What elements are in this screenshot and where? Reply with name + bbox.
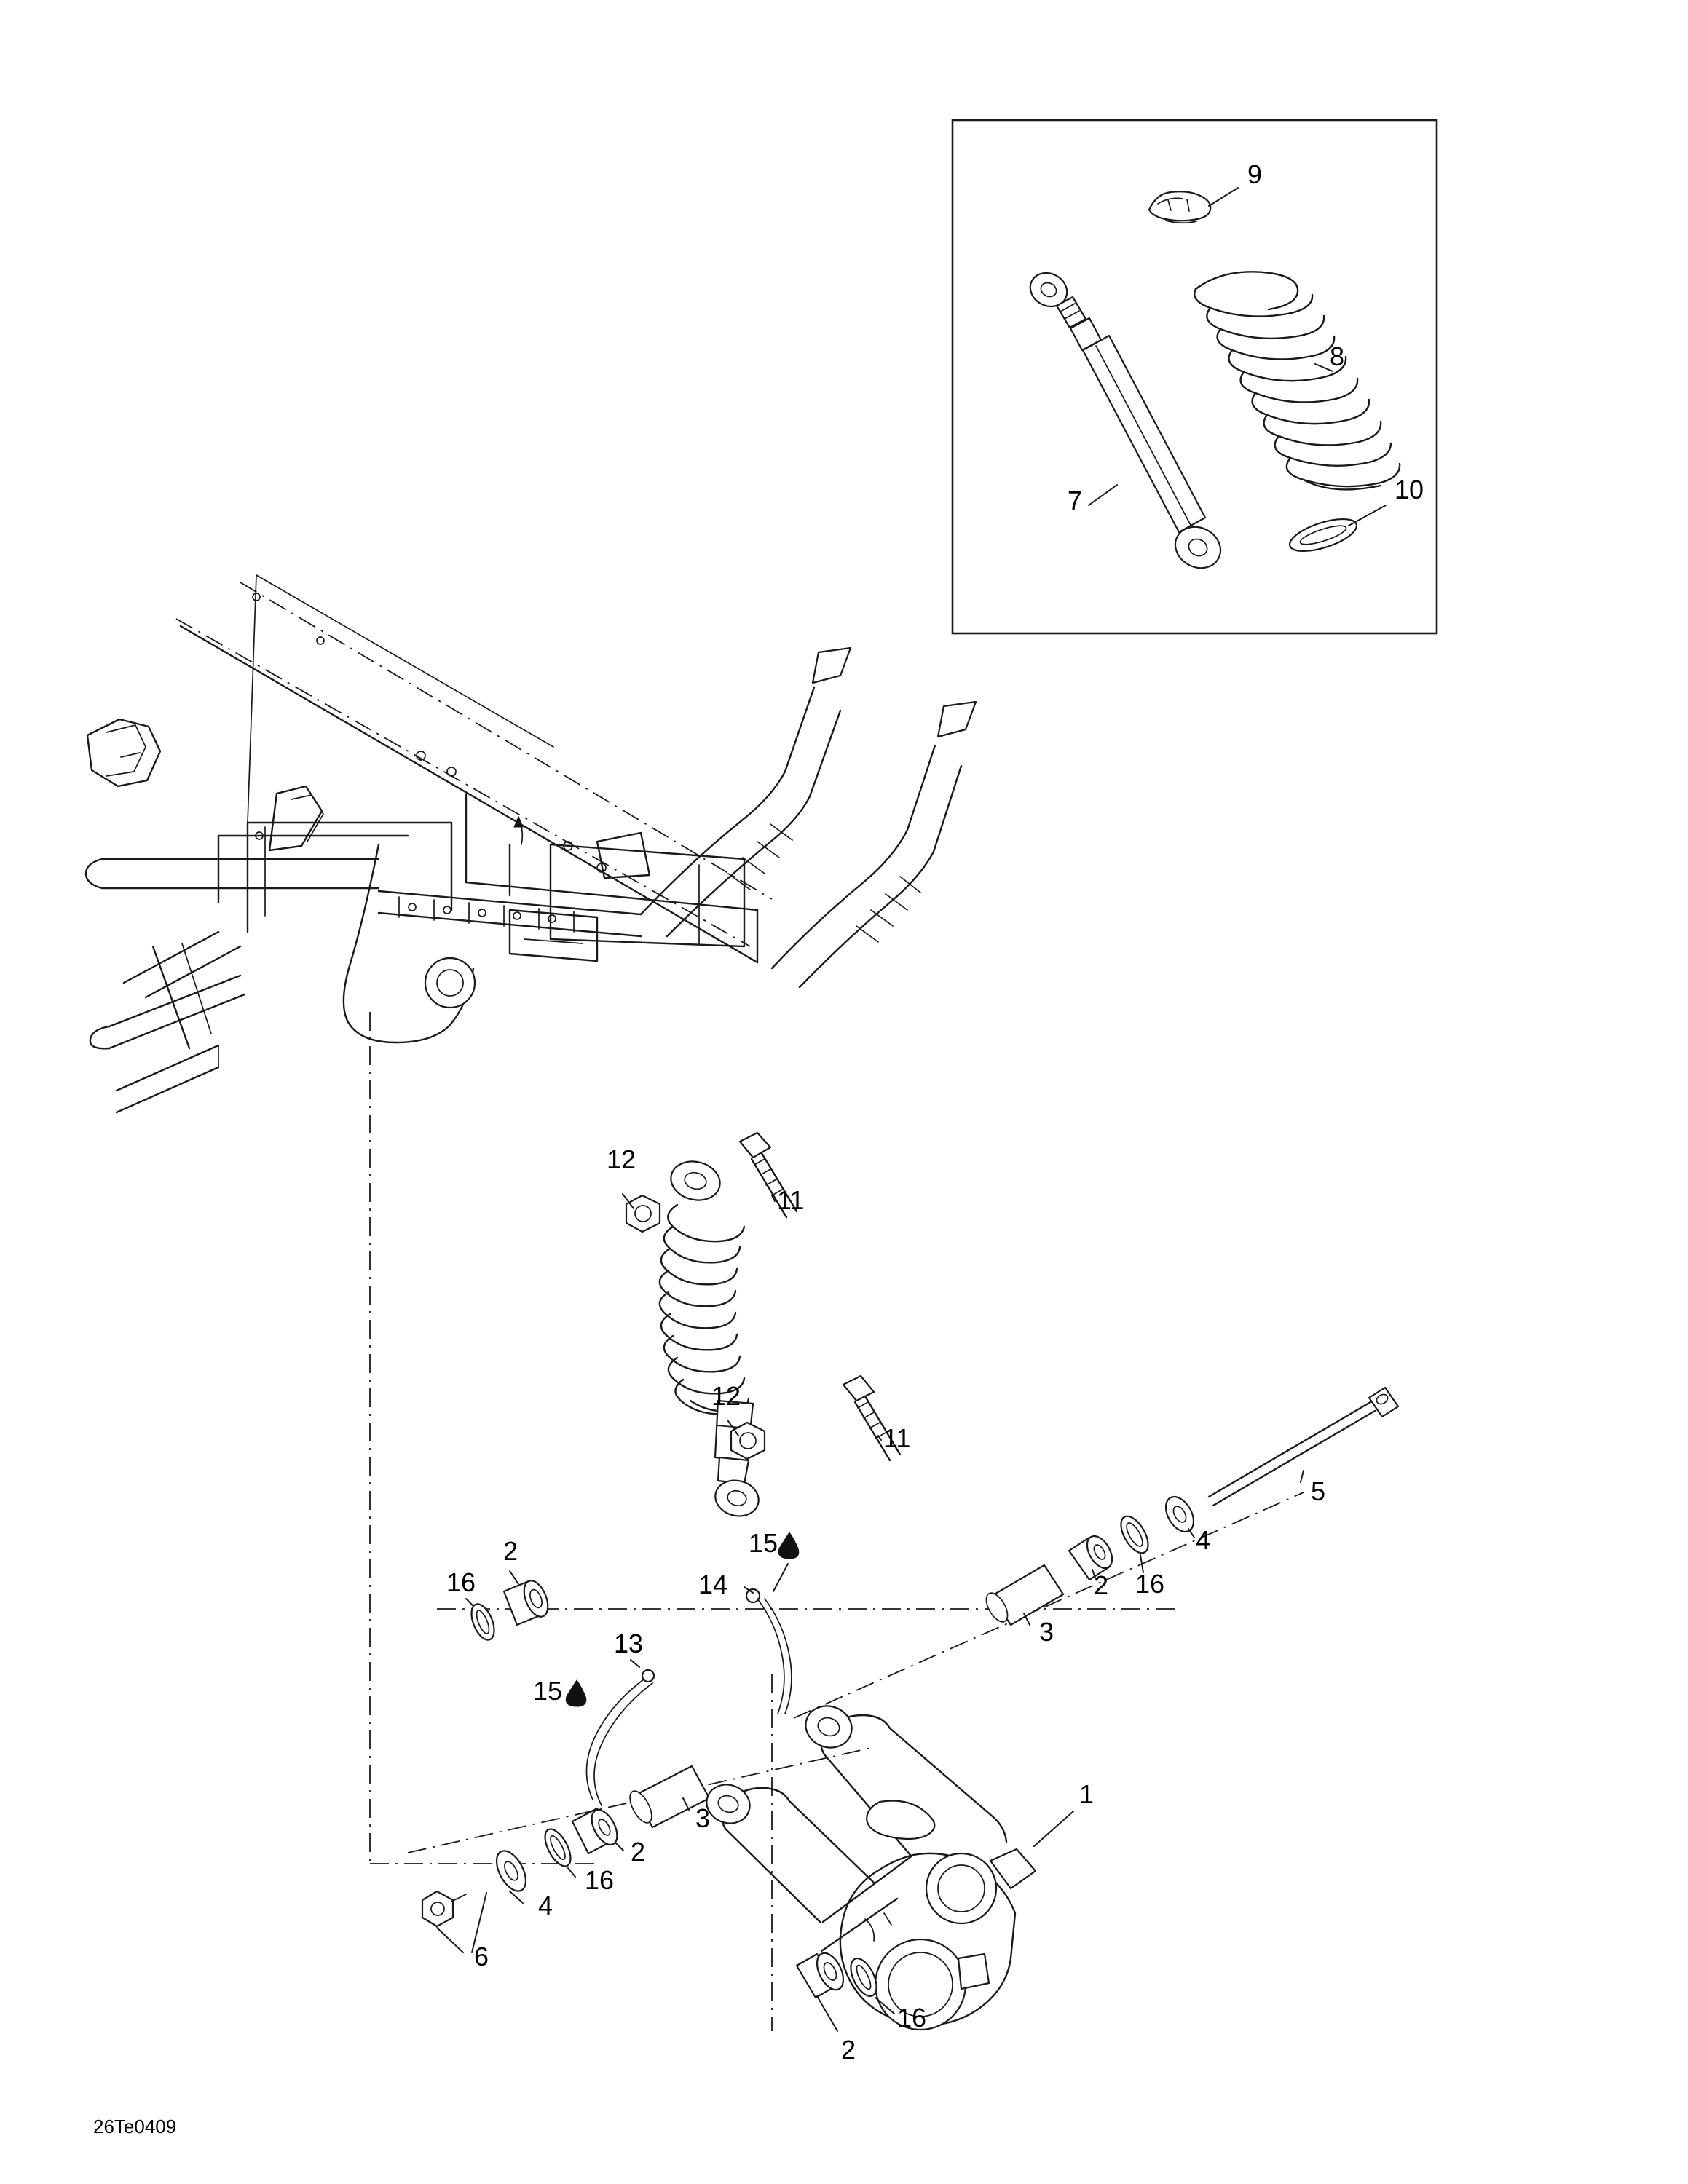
leader-9 [1209, 188, 1238, 206]
callout-11a: 11 [777, 1185, 805, 1215]
nut-lower [731, 1423, 765, 1459]
grease-fitting-lower [566, 1680, 586, 1706]
callout-7: 7 [1068, 486, 1083, 515]
nut-upper [626, 1195, 660, 1232]
callout-16d: 16 [897, 2003, 927, 2033]
callout-9: 9 [1247, 159, 1263, 189]
tie-rod [1209, 1388, 1398, 1506]
callout-3b: 3 [695, 1803, 711, 1833]
spring-seat-washer [1286, 513, 1360, 558]
washer-upper-right [1160, 1492, 1199, 1536]
chassis-assembly [86, 575, 976, 1112]
leader-15a [773, 1564, 788, 1591]
callout-11b: 11 [883, 1423, 911, 1453]
leader-6a [437, 1928, 463, 1952]
callout-2b: 2 [503, 1536, 518, 1566]
spring-retainer-clip [1149, 191, 1210, 223]
callout-12b: 12 [711, 1381, 741, 1411]
o-ring-upper-right [1116, 1512, 1153, 1557]
callout-16a: 16 [1135, 1569, 1165, 1599]
leader-2c [616, 1843, 623, 1851]
callout-2a: 2 [1094, 1570, 1109, 1600]
grease-hose-upper [757, 1599, 784, 1714]
leader-10 [1349, 505, 1386, 526]
leader-2d [817, 1996, 837, 2031]
rear-shock-spring-assembly [660, 1157, 762, 1521]
inset-panel [953, 120, 1437, 633]
leader-5 [1301, 1471, 1304, 1482]
callout-14: 14 [698, 1570, 728, 1599]
callout-4b: 4 [538, 1891, 553, 1920]
leader-16b [466, 1599, 473, 1606]
callout-12a: 12 [607, 1144, 636, 1174]
callout-3a: 3 [1039, 1617, 1054, 1647]
drawing-code: 26Te0409 [93, 2116, 177, 2137]
centerline-upper [240, 582, 772, 899]
callout-15b: 15 [533, 1676, 563, 1706]
leader-2b [510, 1571, 518, 1584]
o-ring-left-upper [467, 1601, 499, 1643]
washer-lower-left [491, 1846, 532, 1896]
callout-4a: 4 [1196, 1525, 1211, 1555]
callout-15a: 15 [749, 1528, 778, 1558]
leader-1 [1034, 1811, 1073, 1846]
callout-1: 1 [1079, 1779, 1095, 1809]
shock-absorber [1025, 266, 1228, 575]
grease-fitting-upper [778, 1532, 799, 1559]
centerline-upper-2 [176, 619, 750, 946]
coil-spring [1194, 272, 1400, 489]
callout-6: 6 [474, 1942, 489, 1971]
grease-hose-lower-b [594, 1683, 652, 1805]
callout-5: 5 [1311, 1476, 1326, 1506]
leader-16c [568, 1868, 575, 1877]
callout-13: 13 [614, 1629, 644, 1658]
callout-16c: 16 [585, 1865, 615, 1895]
leader-7 [1089, 485, 1117, 505]
bushing-left-upper [504, 1578, 553, 1625]
callout-10: 10 [1395, 475, 1424, 505]
nut-cotter-pin [422, 1891, 466, 1926]
guideline-tie-rod-axis [794, 1492, 1304, 1718]
callout-8: 8 [1330, 341, 1345, 371]
bushing-lower-left [572, 1805, 623, 1853]
callout-2c: 2 [631, 1837, 646, 1867]
leader-4b [510, 1891, 523, 1903]
leader-13 [631, 1660, 639, 1667]
callout-2d: 2 [841, 2035, 856, 2065]
leader-4a [1188, 1529, 1194, 1538]
hose-fitting [642, 1670, 654, 1682]
callout-16b: 16 [446, 1567, 476, 1597]
grease-nipple [746, 1589, 760, 1602]
